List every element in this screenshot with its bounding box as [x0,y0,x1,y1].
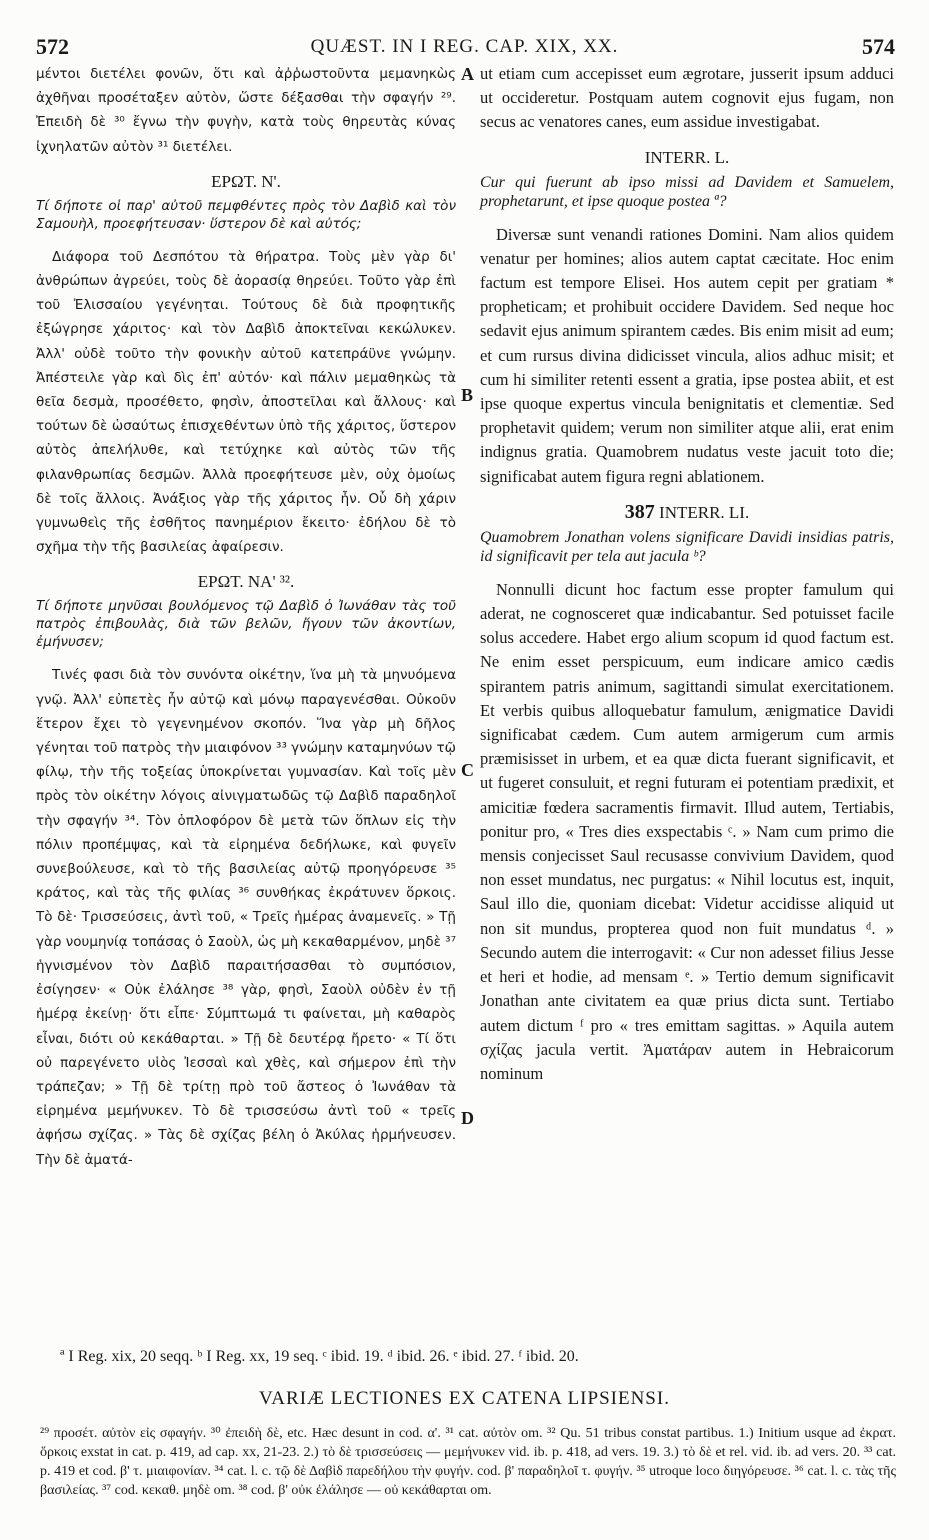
latin-question-heading-51 [480,501,894,524]
gutter-letter-a: A [461,64,474,84]
greek-question-51: Τί δήποτε μηνῦσαι βουλόμενος τῷ Δαβὶδ ὁ Ἰωνάθαν τὰς τοῦ πατρὸς ἐπιβουλὰς, διὰ τῶν βελῶν, ἤγουν τῶν ἀκοντίων, ἐμήνυσεν; [36,598,456,651]
latin-question-51: Quamobrem Jonathan volens significare Davidi insidias patris, id significavit per tela aut jacula ᵇ? [480,528,894,565]
greek-answer-51: Τινές φασι διὰ τὸν συνόντα οἰκέτην, ἵνα μὴ τὰ μηνυόμενα γνῷ. Ἀλλ' εὐπετὲς ἦν αὐτῷ καὶ μόνῳ παραγενέσθαι. Οὐκοῦν ἕτερον ἔχει τὸ γεγενημένον σκοπόν. Ἵνα γὰρ μὴ δῆλος γένηται τοῦ πατρὸς τὴν μιαιφόνον ³³ γνώμην καταμηνύων τῷ φίλῳ, τὴν τῆς τοξείας ὑποκρίνεται γυμνασίαν. Καὶ τοῖς μὲν πρὸς τὸν οἰκέτην λόγοις αἰνιγματωδῶς τῷ Δαβὶδ παραδηλοῖ τὴν σφαγήν ³⁴. Τὸν ὁπλοφόρον δὲ μετὰ τῶν ὅπλων εἰς τὴν πόλιν προπέμψας, καὶ τὰ εἰρημένα δεδήλωκε, καὶ φυγεῖν συνεβούλευσε, καὶ τὸ τῆς βασιλείας αὐτῷ προηγόρευσε ³⁵ κράτος, καὶ τὰς τῆς φιλίας ³⁶ συνθήκας ἐκράτυνεν ὅρκοις. Τὸ δὲ· Τρισσεύσεις, ἀντὶ τοῦ, « Τρεῖς ἡμέρας ἀναμενεῖς. » Τῇ γὰρ νουμηνίᾳ τοπάσας ὁ Σαοὺλ, ὡς μὴ κεκαθαρμένον, μηδὲ ³⁷ ἡγνισμένον τὸν Δαβὶδ παραιτήσασθαι τὸ συμπόσιον, ἐσίγησεν· « Οὐκ ἐλάλησε ³⁸ γὰρ, φησὶ, Σαοὺλ οὐδὲν ἐν τῇ ἡμέρᾳ ἐκείνῃ· ὅτι εἶπε· Σύμπτωμά τι φαίνεται, μὴ καθαρὸς εἶναι, διότι οὐ κεκάθαρται. » Τῇ δὲ δευτέρᾳ ἤρετο· « Τί ὅτι οὐ παρεγένετο υἱὸς Ἰεσσαὶ καὶ χθὲς, καὶ σήμερον ἐπὶ τὴν τράπεζαν; » Τῇ δὲ τρίτῃ πρὸ τοῦ ἄστεος ὁ Ἰωνάθαν τὰ εἰρημένα μεμήνυκεν. Τὸ δὲ τρισσεύσω ἀντὶ τοῦ « τρεῖς ἀφήσω σχίζας. » Τὰς δὲ σχίζας βέλη ὁ Ἀκύλας ἡρμήνευσεν. Τὴν δὲ ἀματά- [36,667,456,1168]
gutter-letter-c: C [461,760,474,780]
latin-question-heading-50: INTERR. L. [644,147,730,167]
latin-question-50: Cur qui fuerunt ab ipso missi ad Davidem et Samuelem, prophetarunt, et ipse quoque postea ª? [480,173,894,210]
page-header [0,34,929,60]
latin-heading-label: INTERR. LI. [654,502,750,522]
latin-paragraph-intro: ut etiam cum accepisset eum ægrotare, jusserit ipsum adduci ut occideretur. Postquam autem cognovit ejus fugam, non secus ac venatores canes, eum assidue investigabat. [480,64,894,132]
running-title: QUÆST. IN I REG. CAP. XIX, XX. [310,36,619,57]
page-number-right: 574 [862,34,895,59]
variae-lectiones-notes: ²⁹ προσέτ. αὐτὸν εἰς σφαγήν. ³⁰ ἐπειδὴ δὲ, etc. Hæc desunt in cod. α'. ³¹ cat. αὐτὸν om. ³² Qu. 51 tribus constat partibus. 1.) Initium usque ad ἐκρατ. ὅρκοις exstat in cat. p. 419, ad cap. xx, 21-23. 2.) τὸ δὲ τρισσεύσεις — μεμήνυκεν vid. ib. p. 418, ad vers. 19. 3.) τὸ δὲ et rel. vid. ib. ad vers. 20. ³³ cat. p. 419 et cod. β' τ. μιαιφονίαν. ³⁴ cat. l. c. τῷ δὲ Δαβὶδ παρεδήλου τὴν φυγήν. cod. β' παραδηλοῖ τ. φυγήν. ³⁵ utroque loco διηγόρευσε. ³⁶ cat. l. c. τὰς τῆς βασιλείας. ³⁷ cod. κεκαθ. μηδὲ om. ³⁸ cod. β' οὐκ ἐλάλησε — οὐ κεκάθαρται om. [40,1426,896,1498]
latin-column [480,62,894,1086]
gutter-letter-b: B [461,385,474,405]
latin-answer-50: Diversæ sunt venandi rationes Domini. Nam alios quidem venatur per homines; alios autem captat cæcitate. Hoc enim factum est tempore Elisei. Hos autem cepit per gratiam * propheticam; et prohibuit occidere Davidem. Sed neque hoc sedavit ejus animum spirantem cædes. Bis enim misit ad eum; et cum rursus divina didicisset vincula, alios adhuc misit; et cum hi similiter retenti essent a gratia, ipse postea abiit, et est ipse quoque expertus vincula benignitatis et clementiæ. Sed prophetavit quidem; verum non similiter atque alii, erat enim indignus gratia. Quamobrem nudatus veste jacuit toto die; significabat autem figura regni ablationem. [480,224,894,486]
greek-column [36,62,456,1172]
latin-answer-51: Nonnulli dicunt hoc factum esse propter famulum qui aderat, ne cognosceret quæ indicabantur. Sed potuisset facile solus accedere. Habet ergo alium scopum id quod factum est. Ne enim esset perspicuum, eum indicare amico cædis spirantem patris animum, sagittandi simulat exercitationem. Et verbis quibus alloquebatur famulum, ænigmatice Davidi significabat cædem. Cum autem armigerum cum armis præmisisset in urbem, et ea quæ dicta fuerant significavit, et ut fugeret consuluit, et regni futuram ei potentiam prædixit, et amicitiæ fœdera sacramentis firmavit. Illud autem, Tertiabis, ponitur pro, « Tres dies exspectabis ᶜ. » Nam cum primo die mensis conjecisset Saul recusasse convivium Davidem, quod non esset mundatus, nec purgatus: « Nihil locutus est, inquit, Saul illo die, quoniam dicebat: Videtur accidisse aliquid ut non sit mundus, propterea quod non fuit mundatus ᵈ. » Secundo autem die interrogavit: « Cur non adesset filius Jesse et heri et hodie, ad mensam ᵉ. » Tertio demum significavit Jonathan ante civitatem ea quæ prius dicta sunt. Tertiabo autem dictum ᶠ pro « tres emittam sagittas. » Aquila autem σχίζας jacula vertit. Ἀματάραν autem in Hebraicorum nominum [480,579,894,1083]
greek-question-heading-51: ΕΡΩΤ. ΝΑ' ³². [197,572,295,592]
greek-question-50: Τί δήποτε οἱ παρ' αὐτοῦ πεμφθέντες πρὸς τὸν Δαβὶδ καὶ τὸν Σαμουὴλ, προεφήτευσαν· ὕστερον δὲ καὶ αὐτός; [36,197,456,232]
column-number: 387 [624,500,655,523]
scripture-footnotes: ª I Reg. xix, 20 seqq. ᵇ I Reg. xx, 19 seq. ᶜ ibid. 19. ᵈ ibid. 26. ᵉ ibid. 27. ᶠ ibid. 20. [60,1348,579,1365]
greek-paragraph-intro: μέντοι διετέλει φονῶν, ὅτι καὶ ἀῤῥωστοῦντα μεμανηκὼς ἀχθῆναι προσέταξεν αὐτὸν, ὥστε δέξασθαι τὴν σφαγήν ²⁹. Ἐπειδὴ δὲ ³⁰ ἔγνω τὴν φυγὴν, κατὰ τοὺς θηρευτὰς κύνας ἰχνηλατῶν αὐτὸν ³¹ διετέλει. [36,66,456,155]
greek-question-heading-50: ΕΡΩΤ. Ν'. [211,171,281,191]
greek-answer-50: Διάφορα τοῦ Δεσπότου τὰ θήρατρα. Τοὺς μὲν γὰρ δι' ἀνθρώπων ἀγρεύει, τοὺς δὲ ἀορασίᾳ θηρεύει. Τοῦτο γὰρ ἐπὶ τοῦ Ἐλισσαίου γεγένηται. Τούτους δὲ διὰ προφητικῆς ἐξώγρησε χάριτος· καὶ τὸν Δαβὶδ ἀποκτεῖναι κεκώλυκεν. Ἀλλ' οὐδὲ τοῦτο τὴν φονικὴν αὐτοῦ κατεπράϋνε γνώμην. Ἀπέστειλε γὰρ καὶ δὶς ἐπ' αὐτόν· καὶ πάλιν μεμαθηκὼς τὰ θεῖα δεσμὰ, προσέθετο, φησὶν, ἀποστεῖλαι καὶ ἄλλους· καὶ τούτων δὲ ὡσαύτως ἐπισχεθέντων ὑπὸ τῆς χάριτος, ὕστερον αὐτὸς ἀπελήλυθε, καὶ τετύχηκε καὶ αὐτὸς τῶν τῆς φιλανθρωπίας δεσμῶν. Ἀλλὰ προεφήτευσε μὲν, οὐχ ὁμοίως δὲ τοῖς ἄλλοις. Ἀνάξιος γὰρ τῆς χάριτος ἦν. Οὗ δὴ χάριν γυμνωθεὶς τῆς ἐσθῆτος πανημέριον ἔκειτο· ἐδήλου δὲ τὸ σχῆμα τὴν τῆς βασιλείας ἀφαίρεσιν. [36,248,456,556]
gutter-letter-d: D [461,1108,474,1128]
page-number-left: 572 [36,34,69,59]
variae-lectiones-heading: VARIÆ LECTIONES EX CATENA LIPSIENSI. [259,1388,670,1409]
